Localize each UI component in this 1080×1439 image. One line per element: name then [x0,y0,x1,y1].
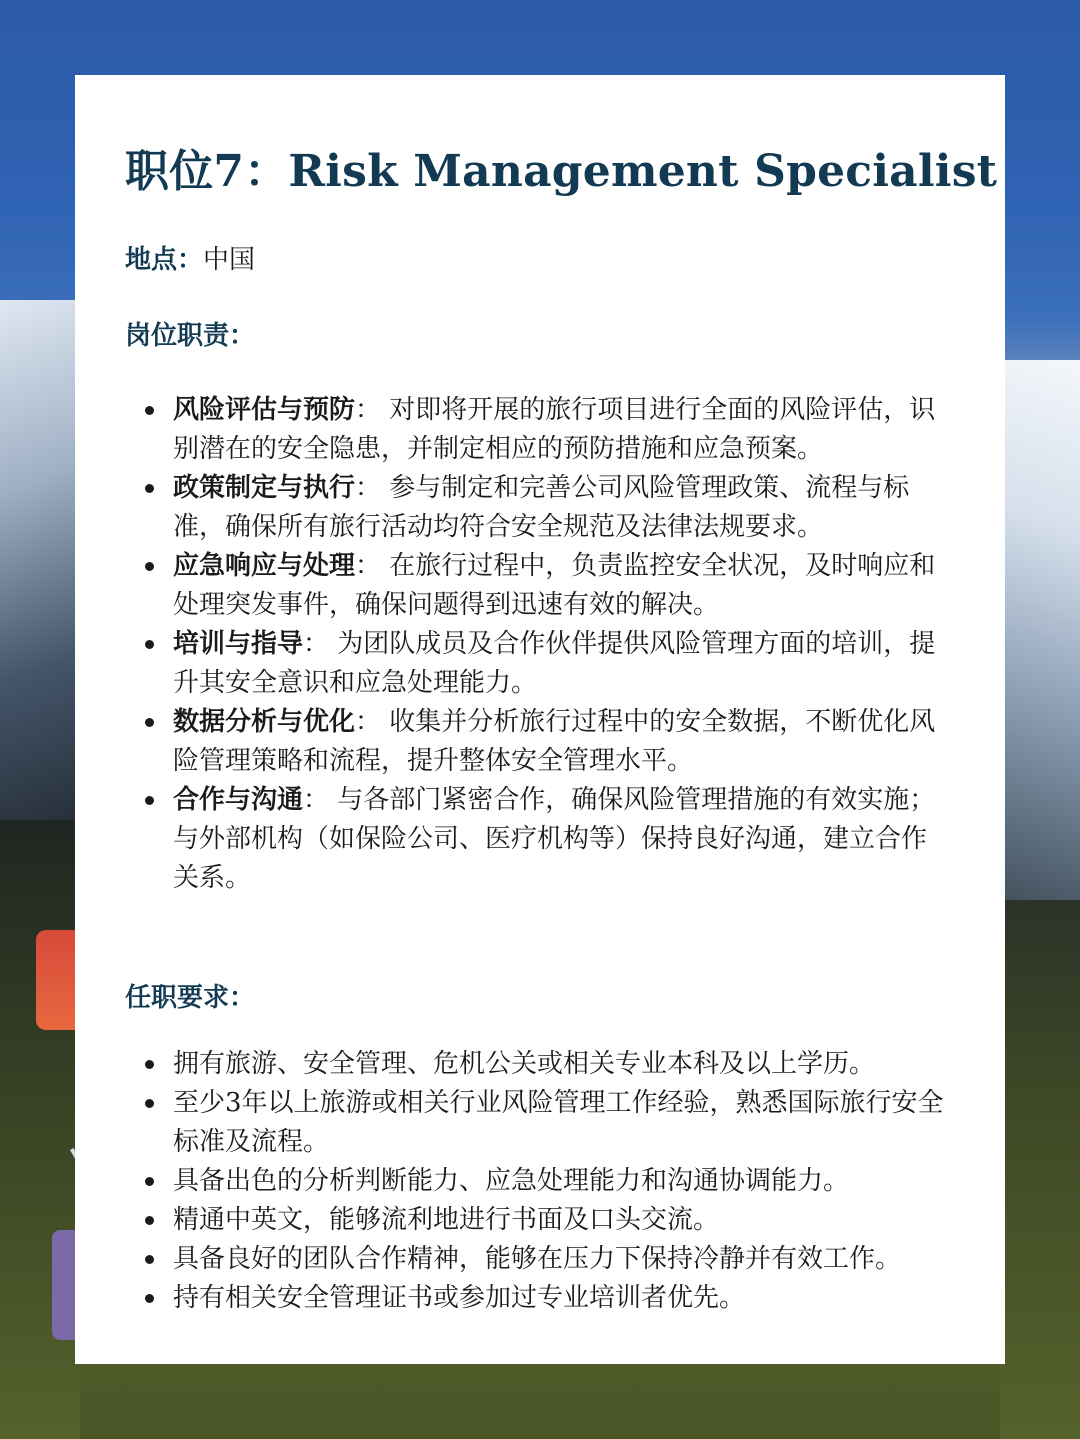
item-term: 合作与沟通 [173,785,304,815]
bullet-icon [145,718,154,727]
background-snow-right [1000,360,1080,920]
item-desc: ： 收集并分析旅行过程中的安全数据，不断优化风险管理策略和流程，提升整体安全管理水平。 [173,707,936,776]
item-term: 培训与指导 [173,629,304,659]
hiker-backpack [36,930,76,1030]
item-desc: ： 在旅行过程中，负责监控安全状况，及时响应和处理突发事件，确保问题得到迅速有效的解决。 [173,551,936,620]
list-item [145,703,945,781]
list-item [145,1201,945,1240]
item-term: 政策制定与执行 [173,473,356,503]
job-card [75,75,1005,1364]
responsibilities-heading: 岗位职责： [125,321,256,351]
item-desc: ： 参与制定和完善公司风险管理政策、流程与标准，确保所有旅行活动均符合安全规范及法律法规要求。 [173,473,910,542]
bullet-icon [145,1255,154,1264]
responsibilities-list [145,391,945,898]
item-desc: ： 对即将开展的旅行项目进行全面的风险评估，识别潜在的安全隐患，并制定相应的预防措施和应急预案。 [173,395,936,464]
bullet-icon [145,1099,154,1108]
bullet-icon [145,1294,154,1303]
bullet-icon [145,640,154,649]
item-desc: ： 与各部门紧密合作，确保风险管理措施的有效实施；与外部机构（如保险公司、医疗机构等）保持良好沟通，建立合作关系。 [173,785,936,893]
bullet-icon [145,796,154,805]
background-ridge-right [1000,900,1080,1439]
requirement-text: 持有相关安全管理证书或参加过专业培训者优先。 [173,1283,746,1313]
bullet-icon [145,1177,154,1186]
bullet-icon [145,1216,154,1225]
requirement-text: 具备良好的团队合作精神，能够在压力下保持冷静并有效工作。 [173,1244,902,1274]
requirements-list [145,1045,945,1318]
list-item [145,1279,945,1318]
requirements-heading: 任职要求： [125,983,256,1013]
item-term: 风险评估与预防 [173,395,356,425]
bullet-icon [145,484,154,493]
list-item [145,469,945,547]
item-term: 数据分析与优化 [173,707,356,737]
list-item [145,625,945,703]
requirement-text: 具备出色的分析判断能力、应急处理能力和沟通协调能力。 [173,1166,850,1196]
location-line [125,239,255,276]
requirement-text: 至少3年以上旅游或相关行业风险管理工作经验，熟悉国际旅行安全标准及流程。 [173,1088,944,1157]
background-snow-left [0,300,80,820]
list-item [145,391,945,469]
location-label: 地点： [125,245,204,275]
item-term: 应急响应与处理 [173,551,356,581]
list-item [145,1162,945,1201]
location-value: 中国 [203,245,256,275]
background-ground-left [0,820,80,1439]
job-title: 职位7：Risk Management Specialist [125,146,998,197]
list-item [145,547,945,625]
requirement-text: 精通中英文，能够流利地进行书面及口头交流。 [173,1205,720,1235]
list-item [145,1045,945,1084]
bullet-icon [145,1060,154,1069]
hiker-leg [52,1230,76,1340]
list-item [145,781,945,898]
bullet-icon [145,562,154,571]
bullet-icon [145,406,154,415]
list-item [145,1084,945,1162]
list-item [145,1240,945,1279]
item-desc: ： 为团队成员及合作伙伴提供风险管理方面的培训，提升其安全意识和应急处理能力。 [173,629,936,698]
requirement-text: 拥有旅游、安全管理、危机公关或相关专业本科及以上学历。 [173,1049,876,1079]
